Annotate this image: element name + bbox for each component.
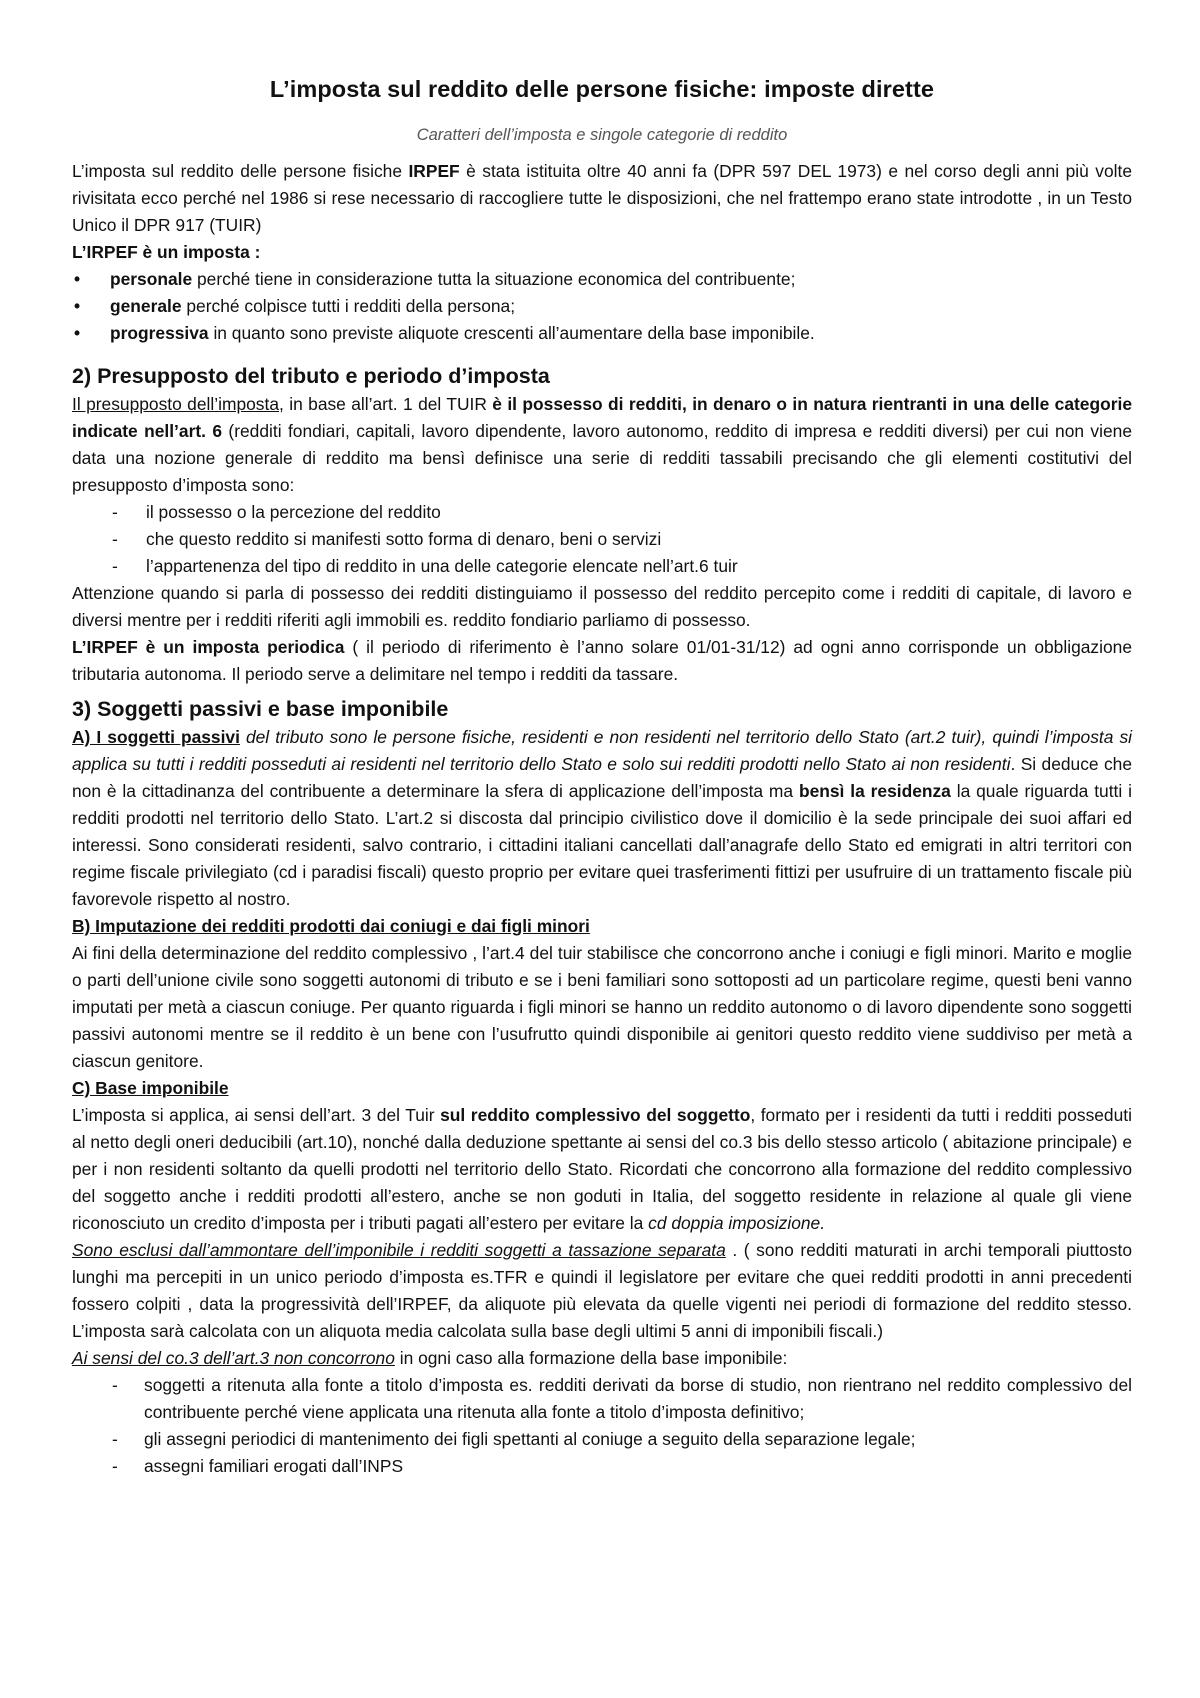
section-3-b-label: B) Imputazione dei redditi prodotti dai coniugi e dai figli minori — [72, 916, 590, 936]
intro-paragraph — [72, 158, 1132, 239]
section-3-heading: 3) Soggetti passivi e base imponibile — [72, 697, 449, 721]
list-item: - l’appartenenza del tipo di reddito in una delle categorie elencate nell’art.6 tuir — [72, 553, 1132, 580]
intro-text-c: è stata istituita oltre 40 anni fa (DPR 597 DEL 1973) e nel corso degli anni più volte rivisitata ecco perché nel 1986 si rese necessario di raccogliere tutte le disposizioni, che nel frattempo erano state introdotte , in un Testo Unico il DPR 917 (TUIR) — [72, 161, 1133, 235]
list-item: - che questo reddito si manifesti sotto forma di denaro, beni o servizi — [72, 526, 1132, 553]
section-2-paragraph-3: L’IRPEF è un imposta periodica ( il periodo di riferimento è l’anno solare 01/01-31/12) ad ogni anno corrisponde un obbligazione tributaria autonoma. Il periodo serve a delimitare nel tempo i redditi da tassare. — [72, 637, 1132, 684]
section-3-a-paragraph: A) I soggetti passivi del tributo sono le persone fisiche, residenti e non residenti nel territorio dello Stato (art.2 tuir), quindi l’imposta si applica su tutti i redditi posseduti ai residenti nel territorio dello Stato e solo sui redditi prodotti nello Stato ai non residenti. Si deduce che non è la cittadinanza del contribuente a determinare la sfera di applicazione dell’imposta ma bensì la residenza la quale riguarda tutti i redditi prodotti nel territorio dello Stato. L’art.2 si discosta dal principio civilistico dove il domicilio è la sede principale dei suoi affari ed interessi. Sono considerati residenti, salvo contrario, i cittadini italiani cancellati dall’anagrafe dello Stato ed emigrati in altri territori con regime fiscale privilegiato (cd i paradisi fiscali) questo proprio per evitare quei trasferimenti fittizi per usufruire di un trattamento fiscale più favorevole rispetto al nostro. — [72, 727, 1132, 909]
bullet-marker: • — [74, 269, 81, 289]
intro-text-a: L’imposta sul reddito delle persone fisiche — [72, 161, 409, 181]
dash-marker: - — [112, 502, 118, 522]
co3-dash-list — [72, 1372, 1132, 1480]
list-item: • progressiva in quanto sono previste aliquote crescenti all’aumentare della base imponibile. — [72, 320, 1132, 347]
list-item: - assegni familiari erogati dall’INPS — [72, 1453, 1132, 1480]
list-item: - gli assegni periodici di mantenimento dei figli spettanti al coniuge a seguito della separazione legale; — [72, 1426, 1132, 1453]
section-2-heading: 2) Presupposto del tributo e periodo d’imposta — [72, 364, 550, 388]
document-title: L’imposta sul reddito delle persone fisiche: imposte dirette — [269, 76, 935, 102]
intro-bullet-list — [72, 266, 1132, 347]
section-3-b-paragraph: Ai fini della determinazione del reddito complessivo , l’art.4 del tuir stabilisce che concorrono anche i coniugi e figli minori. Marito e moglie o parti dell’unione civile sono soggetti autonomi di tributo e se i beni familiari sono sottoposti ad un particolare regime, questi beni vanno imputati per metà a ciascun coniuge. Per quanto riguarda i figli minori se hanno un reddito autonomo o di lavoro dipendente sono soggetti passivi autonomi mentre se il reddito è un bene con l’usufrutto quindi disponibile ai genitori questo reddito viene suddiviso per metà a ciascun genitore. — [72, 943, 1132, 1071]
bullet-marker: • — [74, 296, 81, 316]
list-item: - soggetti a ritenuta alla fonte a titolo d’imposta es. redditi derivati da borse di studio, non rientrano nel reddito complessivo del contribuente perché viene applicata una ritenuta alla fonte a titolo d’imposta definitivo; — [72, 1372, 1132, 1426]
dash-marker: - — [112, 1375, 118, 1395]
list-item: - il possesso o la percezione del reddito — [72, 499, 1132, 526]
list-item: • generale perché colpisce tutti i redditi della persona; — [72, 293, 1132, 320]
section-2-paragraph-1: Il presupposto dell’imposta, in base all’art. 1 del TUIR è il possesso di redditi, in denaro o in natura rientranti in una delle categorie indicate nell’art. 6 (redditi fondiari, capitali, lavoro dipendente, lavoro autonomo, reddito di impresa e redditi diversi) per cui non viene data una nozione generale di reddito ma bensì definisce una serie di redditi tassabili precisando che gli elementi costitutivi del presupposto d’imposta sono: — [72, 394, 1132, 495]
dash-marker: - — [112, 556, 118, 576]
intro-lead: L’IRPEF è un imposta : — [72, 242, 261, 262]
section-2-paragraph-2: Attenzione quando si parla di possesso dei redditi distinguiamo il possesso del reddito percepito come i redditi di capitale, di lavoro e diversi mentre per i redditi riferiti agli immobili es. reddito fondiario parliamo di possesso. — [72, 583, 1132, 630]
document-subtitle: Caratteri dell’imposta e singole categorie di reddito — [416, 126, 788, 144]
section-2-dash-list — [72, 499, 1132, 580]
section-3-c-paragraph: L’imposta si applica, ai sensi dell’art. 3 del Tuir sul reddito complessivo del soggetto, formato per i residenti da tutti i redditi posseduti al netto degli oneri deducibili (art.10), nonché dalla deduzione spettante ai sensi del co.3 bis dello stesso articolo ( abitazione principale) e per i non residenti soltanto da quelli prodotti nel territorio dello Stato. Ricordati che concorrono alla formazione del reddito complessivo del soggetto anche i redditi prodotti all’estero, anche se non goduti in Italia, del soggetto residente in relazione al quale gli viene riconosciuto un credito d’imposta per i tributi pagati all’estero per evitare la cd doppia imposizione. — [72, 1105, 1132, 1233]
dash-marker: - — [112, 1429, 118, 1449]
section-3-c-label: C) Base imponibile — [72, 1078, 229, 1098]
dash-marker: - — [112, 1456, 118, 1476]
list-item: • personale perché tiene in considerazione tutta la situazione economica del contribuente; — [72, 266, 1132, 293]
exclusion-paragraph: Sono esclusi dall’ammontare dell’imponibile i redditi soggetti a tassazione separata . ( sono redditi maturati in archi temporali piuttosto lunghi ma percepiti in un unico periodo d’imposta es.TFR e quindi il legislatore per evitare che quei redditi prodotti in anni precedenti fossero colpiti , data la progressività dell’IRPEF, da aliquote più elevata da quelle vigenti nei periodi di formazione del reddito stesso. L’imposta sarà calcolata con un aliquota media calcolata sulla base degli ultimi 5 anni di imponibili fiscali.) — [72, 1240, 1133, 1341]
intro-irpef: IRPEF — [408, 161, 460, 181]
dash-marker: - — [112, 529, 118, 549]
co3-paragraph: Ai sensi del co.3 dell’art.3 non concorrono in ogni caso alla formazione della base imponibile: — [72, 1348, 788, 1368]
bullet-marker: • — [74, 323, 81, 343]
